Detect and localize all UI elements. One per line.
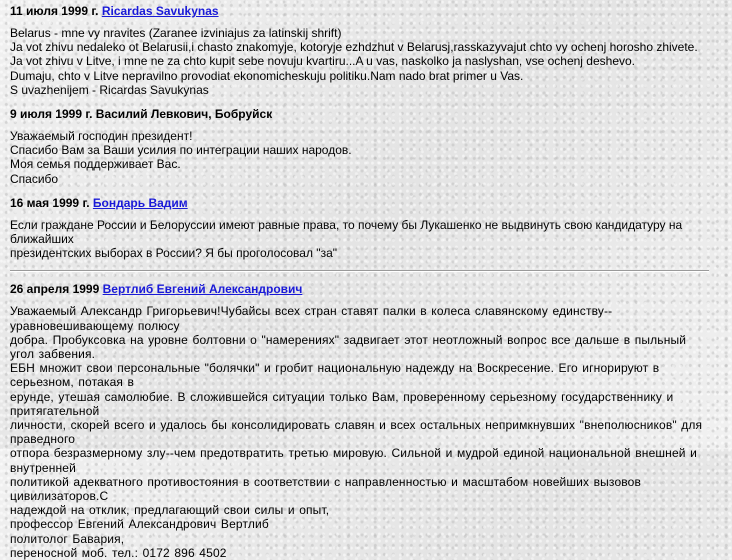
message-line: Ja vot zhivu v Litve, i mne ne za chto kupit sebe novuju kvartiru...A u vas, naskolko ja naslyshan, vse ochenj deshevo.: [10, 54, 636, 69]
entry-date: 11 июля 1999 г.: [10, 4, 99, 18]
message-line: профессор Евгений Александрович Вертлиб: [10, 517, 269, 532]
entry-message: [10, 218, 709, 261]
message-line: политикой адекватного противостояния в соответствии с направленностью и масштабом новейших вызовов цивилизаторов.С: [10, 474, 642, 504]
message-line: Уважаемый Александр Григорьевич!Чубайсы всех стран ставят палки в колеса славянскому единству--уравновешивающему полюсу: [10, 304, 613, 333]
entry-header: [10, 4, 709, 19]
guestbook-entry: [10, 107, 709, 186]
message-line: ерунде, утешая самолюбие. В сложившейся ситуации только Вам, проверенному серьезному государственнику и притягательной: [10, 389, 674, 418]
message-line: добра. Пробуксовка на уровне болтовни о "намерениях" задвигает этот неотложный вопрос все дальше в пыльный угол забвения.: [10, 332, 687, 362]
guestbook-entry: [10, 196, 709, 261]
entry-header: [10, 282, 709, 297]
guestbook-page: [0, 4, 715, 560]
message-line: Уважаемый господин президент!: [10, 129, 193, 144]
message-line: ЕБН множит свои персональные "болячки" и гробит национальную надежду на Воскресение. Его игнорируют в серьезном, потакая в: [10, 361, 660, 390]
entry-message: [10, 304, 709, 560]
entry-message: [10, 26, 709, 97]
message-line: Спасибо Вам за Ваши усилия по интеграции наших народов.: [10, 143, 352, 158]
entry-date: 16 мая 1999 г.: [10, 195, 90, 210]
message-line: отпора безразмерному злу--чем предотвратить третью мировую. Сильной и мудрой единой национальной внешней и внутренней: [10, 446, 697, 475]
guestbook-entry: [10, 4, 709, 97]
author-link[interactable]: Ricardas Savukynas: [101, 4, 219, 18]
entry-header: [10, 196, 709, 211]
message-line: Если граждане России и Белоруссии имеют равные права, то почему бы Лукашенко не выдвинуть свою кандидатуру на ближайших: [10, 217, 683, 247]
message-line: президентских выборах в России? Я бы проголосовал "за": [10, 246, 338, 261]
message-line: Моя семья поддерживает Вас.: [10, 157, 181, 172]
author-name: Василий Левкович, Бобруйск: [95, 107, 273, 122]
message-line: S uvazhenijem - Ricardas Savukynas: [10, 82, 209, 97]
message-line: политолог Бавария,: [10, 531, 125, 546]
message-line: переносной моб. тел.: 0172 896 4502: [10, 545, 227, 560]
author-link[interactable]: Вертлиб Евгений Александрович: [102, 282, 303, 297]
message-line: надеждой на отклик, предлагающий свои силы и опыт,: [10, 503, 330, 518]
entry-message: [10, 129, 709, 186]
entry-date: 26 апреля 1999: [10, 282, 100, 297]
message-line: Dumaju, chto v Litve nepravilno provodiat ekonomicheskuju politiku.Nam nado brat primer u Vas.: [10, 68, 524, 83]
entry-divider: [10, 270, 709, 272]
entry-date: 9 июля 1999 г.: [10, 107, 93, 122]
message-line: Спасибо: [10, 171, 59, 186]
message-line: личности, скорей всего и удалось бы консолидировать славян и всех остальных непримкнувших "внеполюсников" для праведного: [10, 418, 703, 447]
guestbook-entry: [10, 282, 709, 560]
message-line: Belarus - mne vy nravites (Zaranee izviniajus za latinskij shrift): [10, 26, 342, 40]
author-link[interactable]: Бондарь Вадим: [92, 195, 188, 210]
entry-header: [10, 107, 709, 122]
message-line: Ja vot zhivu nedaleko ot Belarusii,i chasto znakomyje, kotoryje ezhdzhut v Belarusj,rasskazyvajut chto vy ochenj horosho zhivete.: [10, 40, 698, 55]
